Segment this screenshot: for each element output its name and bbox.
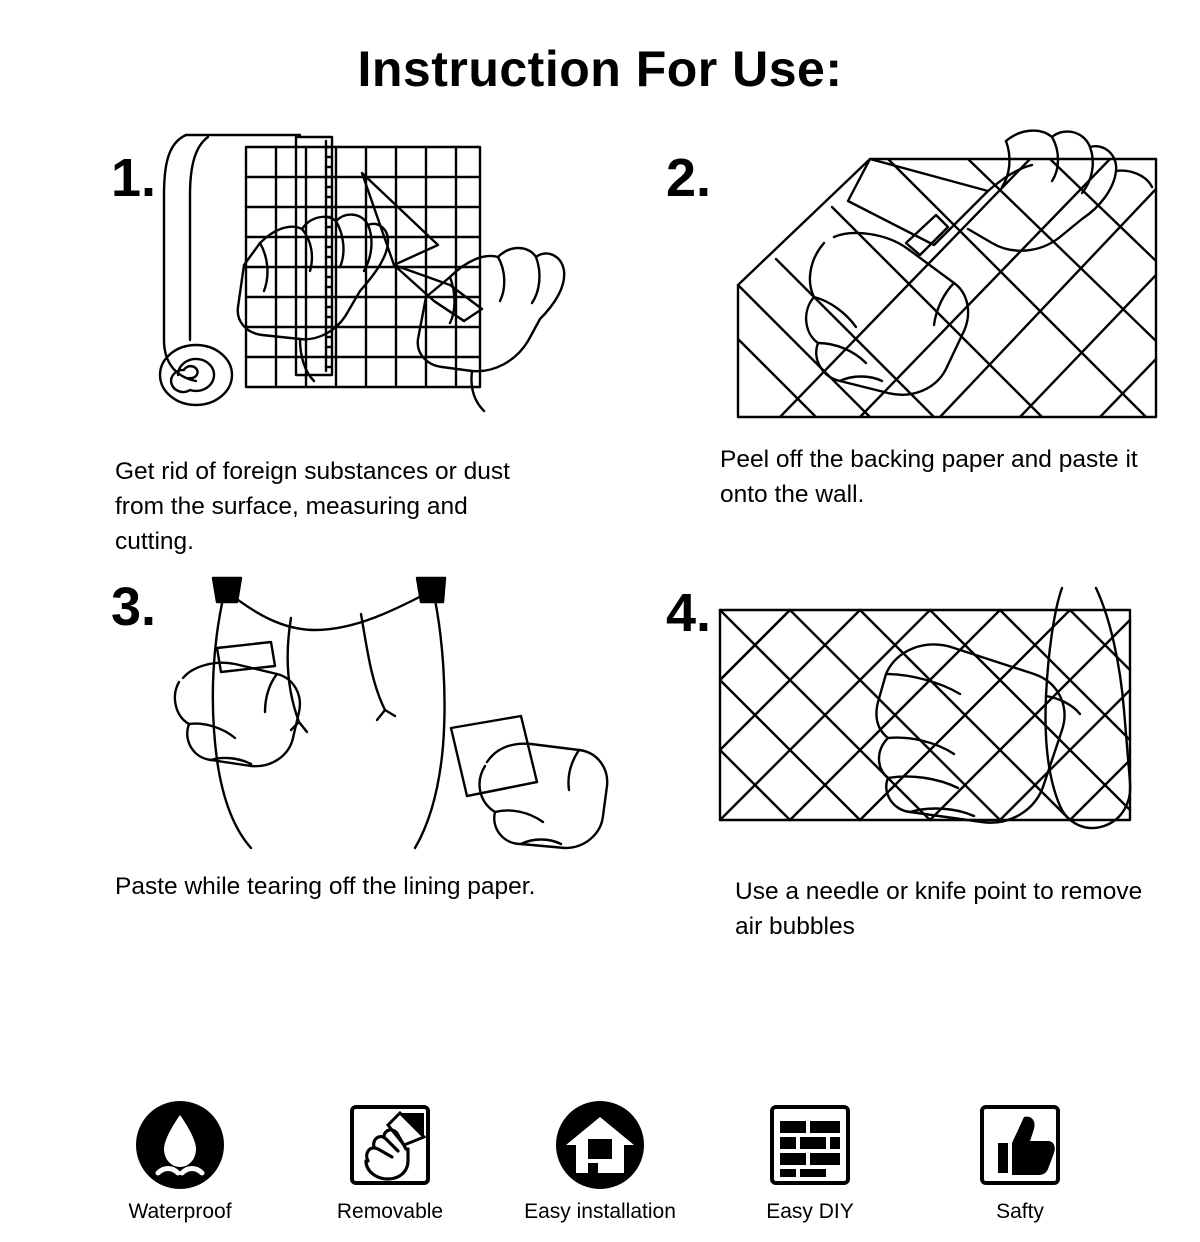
feature-removable-label: Removable [336, 1199, 444, 1223]
thumbs-up-icon [974, 1099, 1066, 1191]
feature-waterproof-label: Waterproof [128, 1199, 232, 1223]
feature-waterproof [100, 1099, 260, 1224]
step-1-caption: Get rid of foreign substances or dust from the surface, measuring and cutting. [115, 458, 510, 555]
feature-safty-label: Safty [996, 1199, 1044, 1223]
feature-easy-installation [520, 1099, 680, 1224]
measuring-and-cutting-illustration [150, 125, 580, 425]
remove-air-bubbles-illustration [710, 570, 1150, 860]
step-3-caption: Paste while tearing off the lining paper. [115, 873, 536, 900]
feature-easy-diy [730, 1099, 890, 1224]
steps-grid [0, 115, 1200, 975]
step-2-number: 2. [666, 148, 712, 208]
water-drop-icon [134, 1099, 226, 1191]
step-2-caption: Peel off the backing paper and paste it onto the wall. [720, 446, 1138, 508]
feature-removable [310, 1099, 470, 1224]
step-4-number: 4. [666, 583, 712, 643]
peel-corner-icon [344, 1099, 436, 1191]
page-title: Instruction For Use: [357, 41, 843, 97]
feature-badges [0, 1099, 1200, 1224]
step-1-number: 1. [111, 148, 157, 208]
step-3-number: 3. [111, 577, 157, 637]
step-4-caption: Use a needle or knife point to remove air bubbles [735, 878, 1143, 940]
brick-wall-icon [764, 1099, 856, 1191]
paste-tearing-lining-illustration [165, 570, 625, 850]
step-3 [95, 570, 635, 940]
step-2 [650, 125, 1170, 545]
step-4 [650, 570, 1170, 970]
step-1 [95, 125, 615, 565]
house-icon [554, 1099, 646, 1191]
feature-easy-installation-label: Easy installation [524, 1199, 676, 1223]
peel-backing-paper-illustration [720, 125, 1160, 425]
feature-easy-diy-label: Easy DIY [766, 1199, 854, 1223]
feature-safty [940, 1099, 1100, 1224]
